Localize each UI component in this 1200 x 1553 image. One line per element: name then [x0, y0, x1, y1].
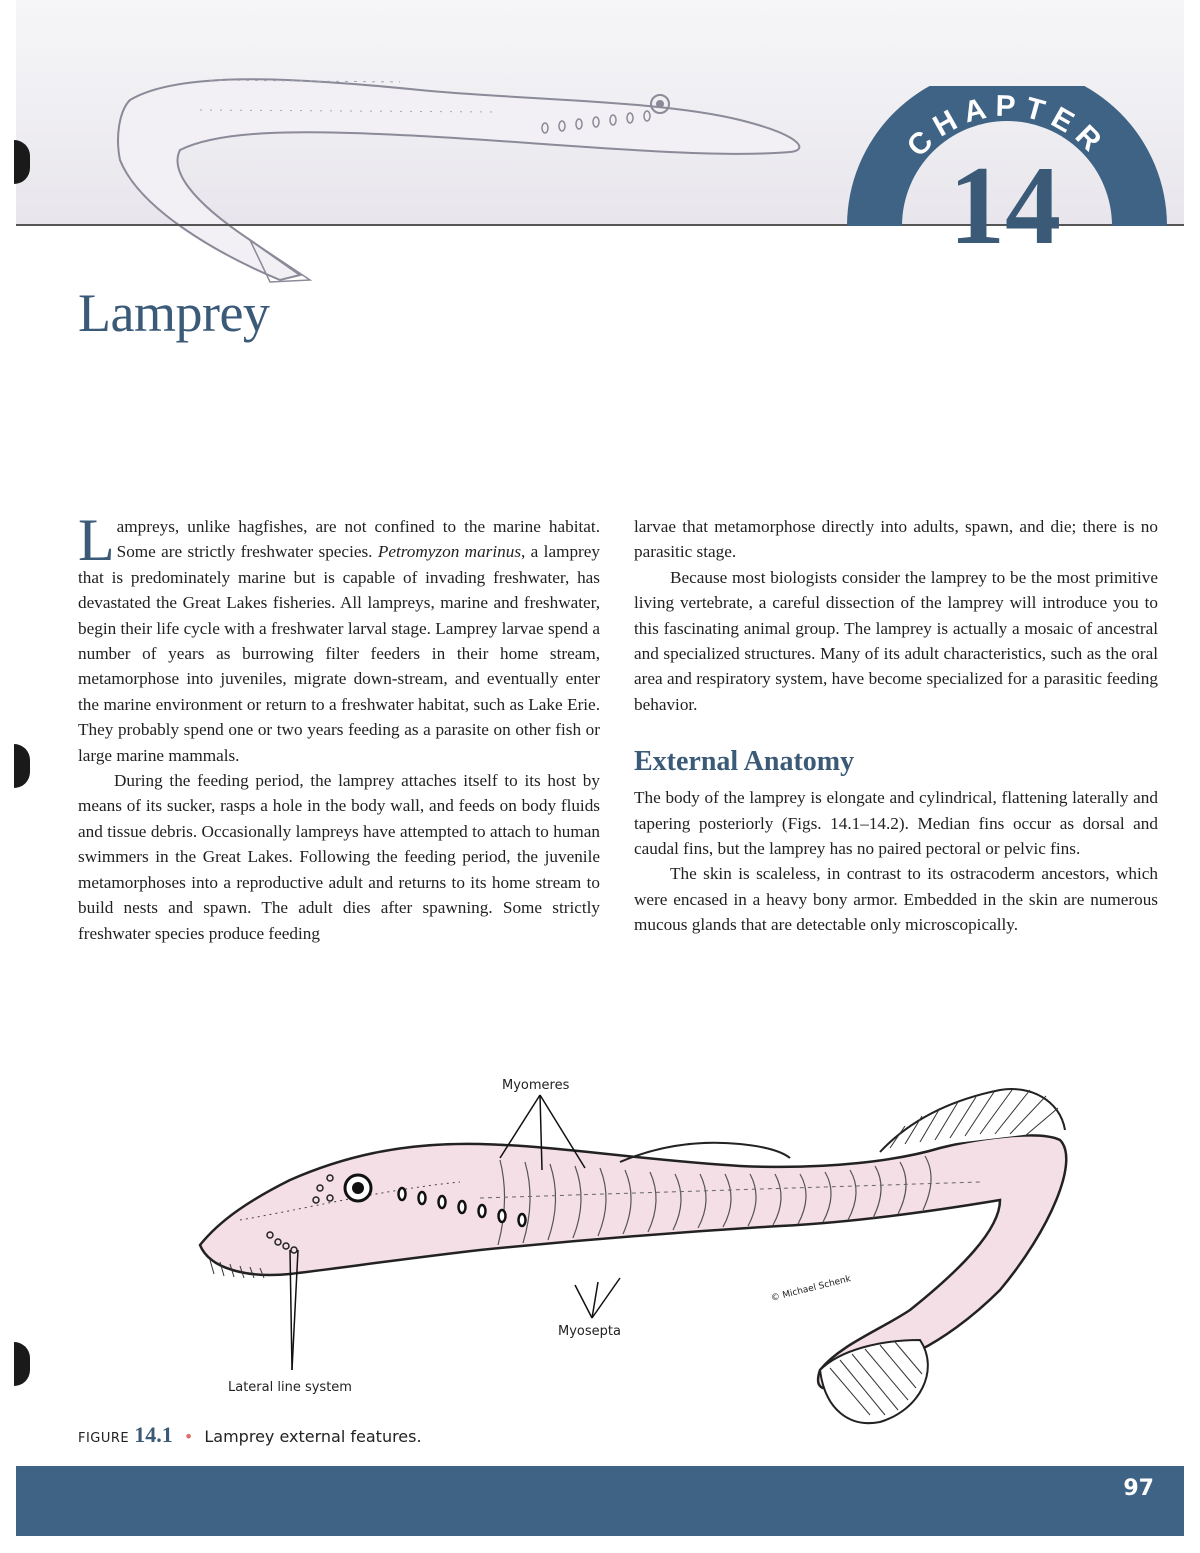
lamprey-figure: [180, 1070, 1100, 1430]
caption-figure-number: 14.1: [134, 1422, 173, 1447]
body-left-column: [78, 507, 600, 946]
binder-tab-bottom: [14, 1342, 30, 1386]
intro-text: ampreys, unlike hagfishes, are not confined to the marine habitat. Some are strictly freshwater species.: [116, 517, 600, 562]
page-title: Lamprey: [78, 283, 270, 343]
illustration-credit: © Michael Schenk: [770, 1274, 853, 1304]
label-myosepta: Myosepta: [558, 1324, 621, 1339]
figure-caption: [78, 1422, 422, 1448]
paragraph-intro: [78, 507, 600, 768]
label-lateral-line-system: Lateral line system: [228, 1380, 352, 1395]
caption-bullet: •: [183, 1427, 194, 1446]
paragraph-continuation: larvae that metamorphose directly into adults, spawn, and die; there is no parasitic stage.: [634, 517, 1158, 562]
header-lamprey-illustration: [100, 40, 820, 290]
footer-band: [16, 1466, 1184, 1536]
binder-tab-middle: [14, 744, 30, 788]
chapter-label: CHAPTER: [900, 89, 1114, 164]
paragraph-skin: The skin is scaleless, in contrast to its ostracoderm ancestors, which were encased in a heavy bony armor. Embedded in the skin are numerous mucous glands that are detectable only microscopically.: [634, 864, 1158, 935]
intro-text-tail: , a lamprey that is predominately marine but is capable of invading freshwater, has devastated the Great Lakes fisheries. All lampreys, marine and freshwater, begin their life cycle with a freshwater larval stage. Lamprey larvae spend a number of years as burrowing filter feeders in their home stream, metamorphose into juveniles, migrate down-stream, and eventually enter the marine environment or return to a freshwater habitat, such as Lake Erie. They probably spend one or two years feeding as a parasite on other fish or large marine mammals.: [78, 542, 600, 765]
body-right-column: [634, 514, 1158, 938]
paragraph-feeding: During the feeding period, the lamprey attaches itself to its host by means of its sucker, rasps a hole in the body wall, and feeds on body fluids and tissue debris. Occasionally lampreys have attempted to attach to human swimmers in the Great Lakes. Following the feeding period, the juvenile metamorphoses into a reproductive adult and returns to its home stream to build nests and spawn. The adult dies after spawning. Some strictly freshwater species produce feeding: [78, 771, 600, 943]
species-name: Petromyzon marinus: [377, 542, 522, 562]
paragraph-body-shape: The body of the lamprey is elongate and cylindrical, flattening laterally and tapering posteriorly (Figs. 14.1–14.2). Median fins occur as dorsal and caudal fins, but the lamprey has no paired pectoral or pelvic fins.: [634, 788, 1158, 859]
dropcap: L: [78, 507, 115, 573]
label-myomeres: Myomeres: [502, 1078, 570, 1093]
page-number: 97: [1123, 1476, 1154, 1501]
chapter-number: 14: [949, 144, 1061, 268]
caption-text: Lamprey external features.: [204, 1427, 422, 1446]
section-heading: External Anatomy: [634, 746, 855, 778]
caption-figure-word: FIGURE: [78, 1431, 130, 1446]
paragraph-primitive: Because most biologists consider the lamprey to be the most primitive living vertebrate, a careful dissection of the lamprey will introduce you to this fascinating animal group. The lamprey is actually a mosaic of ancestral and specialized structures. Many of its adult characteristics, such as the oral area and respiratory system, have become specialized for a parasitic feeding behavior.: [634, 567, 1158, 714]
